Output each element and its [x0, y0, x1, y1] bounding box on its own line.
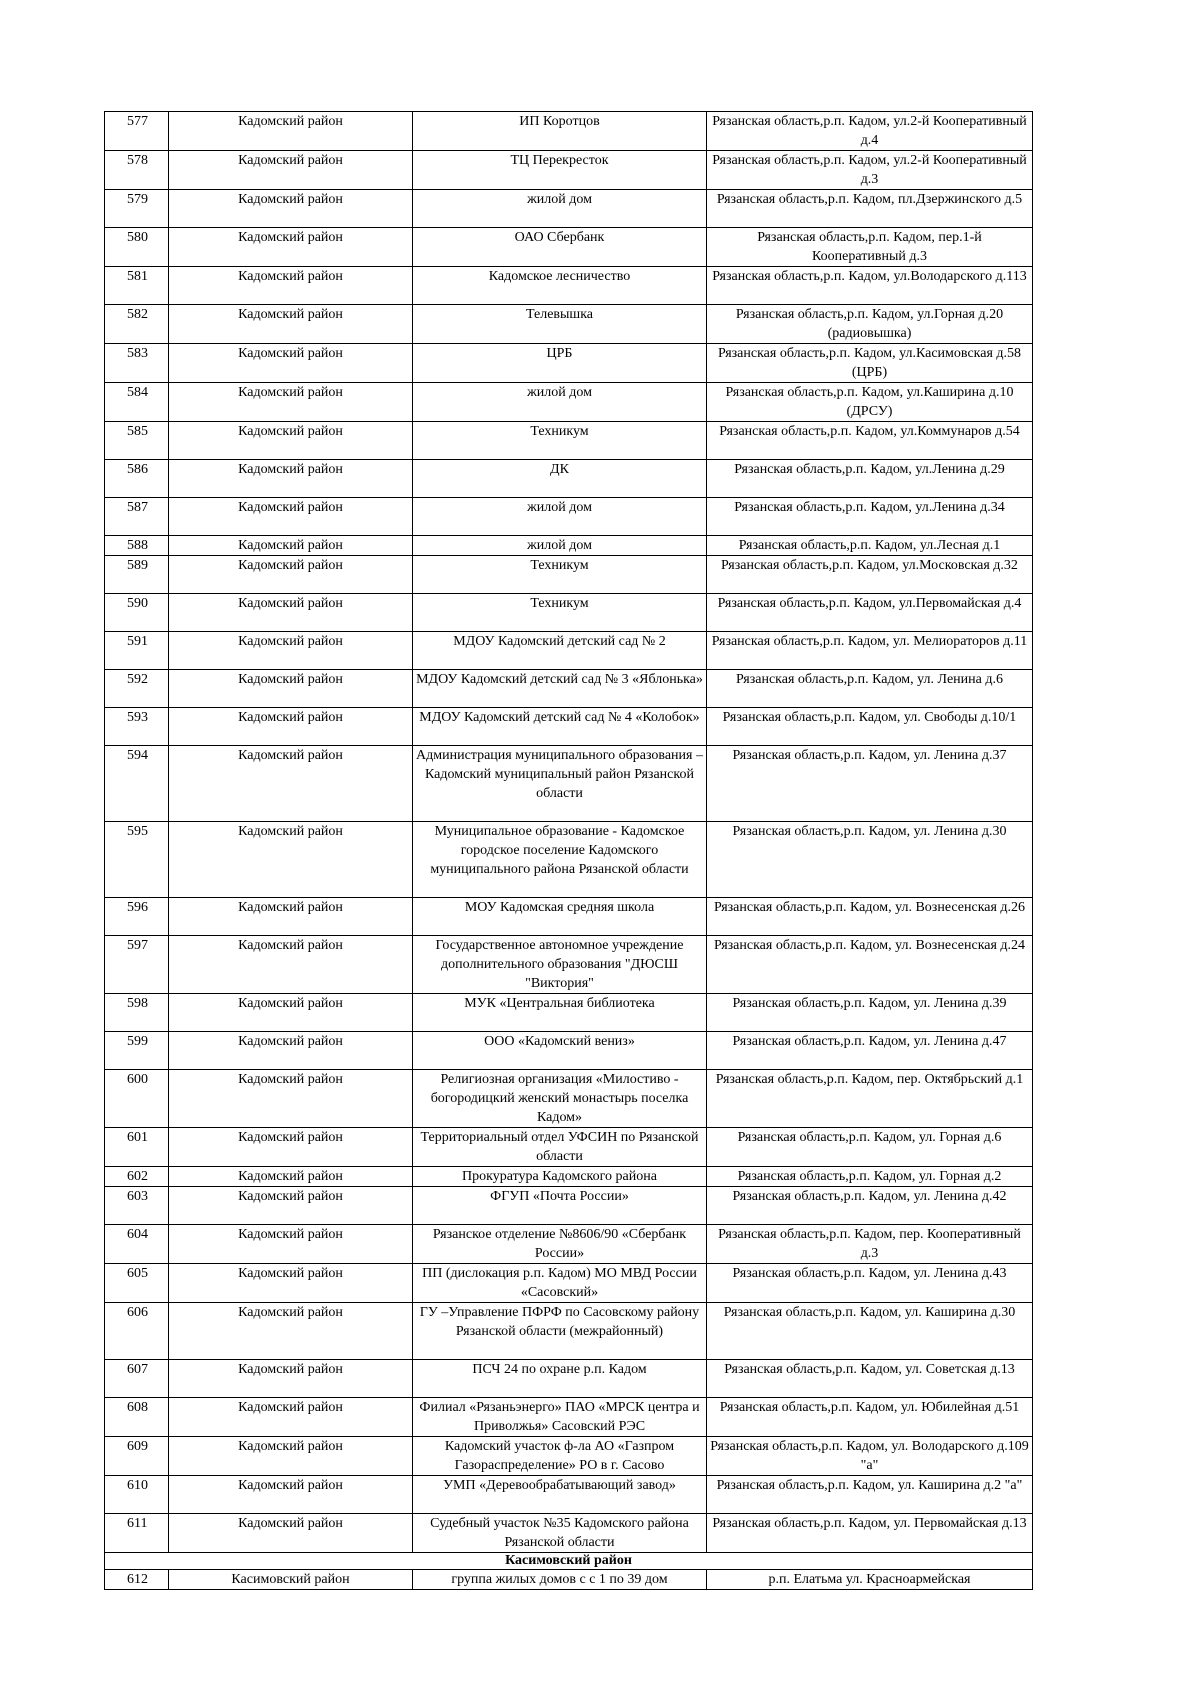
object-cell: Государственное автономное учреждение дополнительного образования "ДЮСШ "Виктория" [413, 936, 707, 994]
address-cell: Рязанская область,р.п. Кадом, ул. Горная д.2 [707, 1167, 1033, 1187]
district-cell: Кадомский район [169, 822, 413, 898]
district-cell: Кадомский район [169, 460, 413, 498]
section-title: Касимовский район [105, 1553, 1033, 1570]
table-row [105, 1032, 1033, 1070]
row-number: 582 [105, 305, 169, 344]
row-number: 611 [105, 1514, 169, 1553]
district-cell: Касимовский район [169, 1570, 413, 1590]
table-row [105, 556, 1033, 594]
district-cell: Кадомский район [169, 112, 413, 151]
district-cell: Кадомский район [169, 1032, 413, 1070]
row-number: 584 [105, 383, 169, 422]
table-row [105, 112, 1033, 151]
district-cell: Кадомский район [169, 305, 413, 344]
address-cell: Рязанская область,р.п. Кадом, ул. Вознесенская д.26 [707, 898, 1033, 936]
object-cell: МУК «Центральная библиотека [413, 994, 707, 1032]
table-row [105, 344, 1033, 383]
row-number: 603 [105, 1187, 169, 1225]
row-number: 596 [105, 898, 169, 936]
district-cell: Кадомский район [169, 190, 413, 228]
address-cell: Рязанская область,р.п. Кадом, ул. Ленина д.39 [707, 994, 1033, 1032]
address-cell: Рязанская область,р.п. Кадом, ул.Горная д.20 (радиовышка) [707, 305, 1033, 344]
row-number: 585 [105, 422, 169, 460]
table-row [105, 1514, 1033, 1553]
address-cell: Рязанская область,р.п. Кадом, ул.Володарского д.113 [707, 267, 1033, 305]
row-number: 605 [105, 1264, 169, 1303]
district-cell: Кадомский район [169, 1476, 413, 1514]
row-number: 583 [105, 344, 169, 383]
table-row [105, 1570, 1033, 1590]
address-cell: Рязанская область,р.п. Кадом, ул.Касимовская д.58 (ЦРБ) [707, 344, 1033, 383]
object-cell: ФГУП «Почта России» [413, 1187, 707, 1225]
table-row [105, 936, 1033, 994]
row-number: 586 [105, 460, 169, 498]
address-cell: Рязанская область,р.п. Кадом, ул. Каширина д.2 "а" [707, 1476, 1033, 1514]
address-cell: Рязанская область,р.п. Кадом, ул. Ленина д.47 [707, 1032, 1033, 1070]
table-row [105, 822, 1033, 898]
district-cell: Кадомский район [169, 936, 413, 994]
row-number: 595 [105, 822, 169, 898]
district-cell: Кадомский район [169, 151, 413, 190]
table-row [105, 1264, 1033, 1303]
address-cell: Рязанская область,р.п. Кадом, ул.Лесная д.1 [707, 536, 1033, 556]
district-cell: Кадомский район [169, 267, 413, 305]
table-row [105, 746, 1033, 822]
district-cell: Кадомский район [169, 1128, 413, 1167]
district-cell: Кадомский район [169, 632, 413, 670]
row-number: 597 [105, 936, 169, 994]
address-cell: Рязанская область,р.п. Кадом, пер. Кооперативный д.3 [707, 1225, 1033, 1264]
table-row [105, 422, 1033, 460]
district-cell: Кадомский район [169, 594, 413, 632]
address-cell: Рязанская область,р.п. Кадом, ул. Вознесенская д.24 [707, 936, 1033, 994]
address-cell: Рязанская область,р.п. Кадом, ул.Ленина д.34 [707, 498, 1033, 536]
object-cell: ООО «Кадомский вениз» [413, 1032, 707, 1070]
row-number: 594 [105, 746, 169, 822]
section-row [105, 1553, 1033, 1570]
district-cell: Кадомский район [169, 536, 413, 556]
table-row [105, 305, 1033, 344]
address-cell: Рязанская область,р.п. Кадом, пер.1-й Кооперативный д.3 [707, 228, 1033, 267]
object-cell: МОУ Кадомская средняя школа [413, 898, 707, 936]
address-cell: Рязанская область,р.п. Кадом, ул. Первомайская д.13 [707, 1514, 1033, 1553]
row-number: 600 [105, 1070, 169, 1128]
district-cell: Кадомский район [169, 383, 413, 422]
row-number: 608 [105, 1398, 169, 1437]
object-cell: МДОУ Кадомский детский сад № 4 «Колобок» [413, 708, 707, 746]
table-row [105, 228, 1033, 267]
address-cell: Рязанская область,р.п. Кадом, ул.Каширина д.10 (ДРСУ) [707, 383, 1033, 422]
object-cell: ПП (дислокация р.п. Кадом) МО МВД России «Сасовский» [413, 1264, 707, 1303]
district-cell: Кадомский район [169, 422, 413, 460]
address-cell: Рязанская область,р.п. Кадом, ул. Володарского д.109 "а" [707, 1437, 1033, 1476]
address-cell: Рязанская область,р.п. Кадом, пл.Дзержинского д.5 [707, 190, 1033, 228]
row-number: 588 [105, 536, 169, 556]
district-cell: Кадомский район [169, 994, 413, 1032]
table-row [105, 1187, 1033, 1225]
address-cell: Рязанская область,р.п. Кадом, ул. Юбилейная д.51 [707, 1398, 1033, 1437]
district-cell: Кадомский район [169, 228, 413, 267]
address-cell: Рязанская область,р.п. Кадом, ул. Ленина д.42 [707, 1187, 1033, 1225]
address-cell: Рязанская область,р.п. Кадом, ул.Московская д.32 [707, 556, 1033, 594]
object-cell: МДОУ Кадомский детский сад № 3 «Яблонька» [413, 670, 707, 708]
row-number: 598 [105, 994, 169, 1032]
address-cell: Рязанская область,р.п. Кадом, ул. Ленина д.43 [707, 1264, 1033, 1303]
row-number: 579 [105, 190, 169, 228]
table-row [105, 536, 1033, 556]
table-row [105, 1437, 1033, 1476]
row-number: 578 [105, 151, 169, 190]
object-cell: ОАО Сбербанк [413, 228, 707, 267]
row-number: 609 [105, 1437, 169, 1476]
object-cell: ТЦ Перекресток [413, 151, 707, 190]
object-cell: жилой дом [413, 498, 707, 536]
district-cell: Кадомский район [169, 746, 413, 822]
table-row [105, 267, 1033, 305]
row-number: 580 [105, 228, 169, 267]
table-row [105, 1476, 1033, 1514]
object-cell: группа жилых домов с с 1 по 39 дом [413, 1570, 707, 1590]
row-number: 599 [105, 1032, 169, 1070]
district-cell: Кадомский район [169, 1360, 413, 1398]
table-row [105, 1360, 1033, 1398]
district-cell: Кадомский район [169, 670, 413, 708]
object-cell: ДК [413, 460, 707, 498]
table-row [105, 383, 1033, 422]
table-row [105, 1225, 1033, 1264]
table-row [105, 898, 1033, 936]
table-row [105, 594, 1033, 632]
district-cell: Кадомский район [169, 1303, 413, 1360]
address-cell: Рязанская область,р.п. Кадом, ул. Горная д.6 [707, 1128, 1033, 1167]
table-row [105, 1398, 1033, 1437]
row-number: 591 [105, 632, 169, 670]
table-row [105, 632, 1033, 670]
row-number: 587 [105, 498, 169, 536]
district-cell: Кадомский район [169, 708, 413, 746]
district-cell: Кадомский район [169, 556, 413, 594]
object-cell: Судебный участок №35 Кадомского района Рязанской области [413, 1514, 707, 1553]
table-row [105, 1303, 1033, 1360]
table-row [105, 1128, 1033, 1167]
district-cell: Кадомский район [169, 898, 413, 936]
table-row [105, 151, 1033, 190]
object-cell: Техникум [413, 594, 707, 632]
district-cell: Кадомский район [169, 1398, 413, 1437]
row-number: 602 [105, 1167, 169, 1187]
row-number: 592 [105, 670, 169, 708]
row-number: 610 [105, 1476, 169, 1514]
object-cell: Прокуратура Кадомского района [413, 1167, 707, 1187]
address-cell: Рязанская область,р.п. Кадом, ул. Мелиораторов д.11 [707, 632, 1033, 670]
table-row [105, 190, 1033, 228]
object-cell: Техникум [413, 556, 707, 594]
object-cell: МДОУ Кадомский детский сад № 2 [413, 632, 707, 670]
district-cell: Кадомский район [169, 1437, 413, 1476]
table-row [105, 1070, 1033, 1128]
address-cell: Рязанская область,р.п. Кадом, ул. Ленина д.37 [707, 746, 1033, 822]
table-body [105, 112, 1033, 1590]
table-row [105, 670, 1033, 708]
object-cell: ЦРБ [413, 344, 707, 383]
table-row [105, 498, 1033, 536]
address-cell: Рязанская область,р.п. Кадом, ул. Ленина д.30 [707, 822, 1033, 898]
address-cell: Рязанская область,р.п. Кадом, ул.Первомайская д.4 [707, 594, 1033, 632]
address-cell: Рязанская область,р.п. Кадом, ул. Свободы д.10/1 [707, 708, 1033, 746]
address-cell: Рязанская область,р.п. Кадом, ул. Каширина д.30 [707, 1303, 1033, 1360]
object-cell: Рязанское отделение №8606/90 «Сбербанк России» [413, 1225, 707, 1264]
table-row [105, 460, 1033, 498]
object-cell: УМП «Деревообрабатывающий завод» [413, 1476, 707, 1514]
address-cell: Рязанская область,р.п. Кадом, ул. Советская д.13 [707, 1360, 1033, 1398]
row-number: 581 [105, 267, 169, 305]
object-cell: ГУ –Управление ПФРФ по Сасовскому району Рязанской области (межрайонный) [413, 1303, 707, 1360]
district-cell: Кадомский район [169, 1264, 413, 1303]
table-row [105, 1167, 1033, 1187]
address-cell: Рязанская область,р.п. Кадом, ул.2-й Кооперативный д.3 [707, 151, 1033, 190]
object-cell: ПСЧ 24 по охране р.п. Кадом [413, 1360, 707, 1398]
row-number: 604 [105, 1225, 169, 1264]
district-cell: Кадомский район [169, 1167, 413, 1187]
object-cell: Религиозная организация «Милостиво - богородицкий женский монастырь поселка Кадом» [413, 1070, 707, 1128]
district-cell: Кадомский район [169, 1070, 413, 1128]
object-cell: жилой дом [413, 190, 707, 228]
district-cell: Кадомский район [169, 344, 413, 383]
row-number: 589 [105, 556, 169, 594]
object-cell: Кадомский участок ф-ла АО «Газпром Газораспределение» РО в г. Сасово [413, 1437, 707, 1476]
table-row [105, 994, 1033, 1032]
object-cell: Техникум [413, 422, 707, 460]
address-cell: Рязанская область,р.п. Кадом, ул. Ленина д.6 [707, 670, 1033, 708]
row-number: 612 [105, 1570, 169, 1590]
object-cell: Кадомское лесничество [413, 267, 707, 305]
object-cell: Телевышка [413, 305, 707, 344]
address-cell: Рязанская область,р.п. Кадом, ул.Ленина д.29 [707, 460, 1033, 498]
row-number: 601 [105, 1128, 169, 1167]
district-cell: Кадомский район [169, 1187, 413, 1225]
district-cell: Кадомский район [169, 1225, 413, 1264]
object-cell: Филиал «Рязаньэнерго» ПАО «МРСК центра и Приволжья» Сасовский РЭС [413, 1398, 707, 1437]
address-cell: Рязанская область,р.п. Кадом, ул.Коммунаров д.54 [707, 422, 1033, 460]
row-number: 606 [105, 1303, 169, 1360]
object-cell: жилой дом [413, 383, 707, 422]
object-cell: Муниципальное образование - Кадомское городское поселение Кадомского муниципального района Рязанской области [413, 822, 707, 898]
row-number: 593 [105, 708, 169, 746]
table-row [105, 708, 1033, 746]
district-cell: Кадомский район [169, 498, 413, 536]
address-table [104, 111, 1033, 1590]
district-cell: Кадомский район [169, 1514, 413, 1553]
row-number: 607 [105, 1360, 169, 1398]
address-cell: Рязанская область,р.п. Кадом, ул.2-й Кооперативный д.4 [707, 112, 1033, 151]
object-cell: Территориальный отдел УФСИН по Рязанской области [413, 1128, 707, 1167]
address-cell: Рязанская область,р.п. Кадом, пер. Октябрьский д.1 [707, 1070, 1033, 1128]
object-cell: Администрация муниципального образования – Кадомский муниципальный район Рязанской области [413, 746, 707, 822]
row-number: 577 [105, 112, 169, 151]
address-cell: р.п. Елатьма ул. Красноармейская [707, 1570, 1033, 1590]
row-number: 590 [105, 594, 169, 632]
object-cell: ИП Коротцов [413, 112, 707, 151]
object-cell: жилой дом [413, 536, 707, 556]
